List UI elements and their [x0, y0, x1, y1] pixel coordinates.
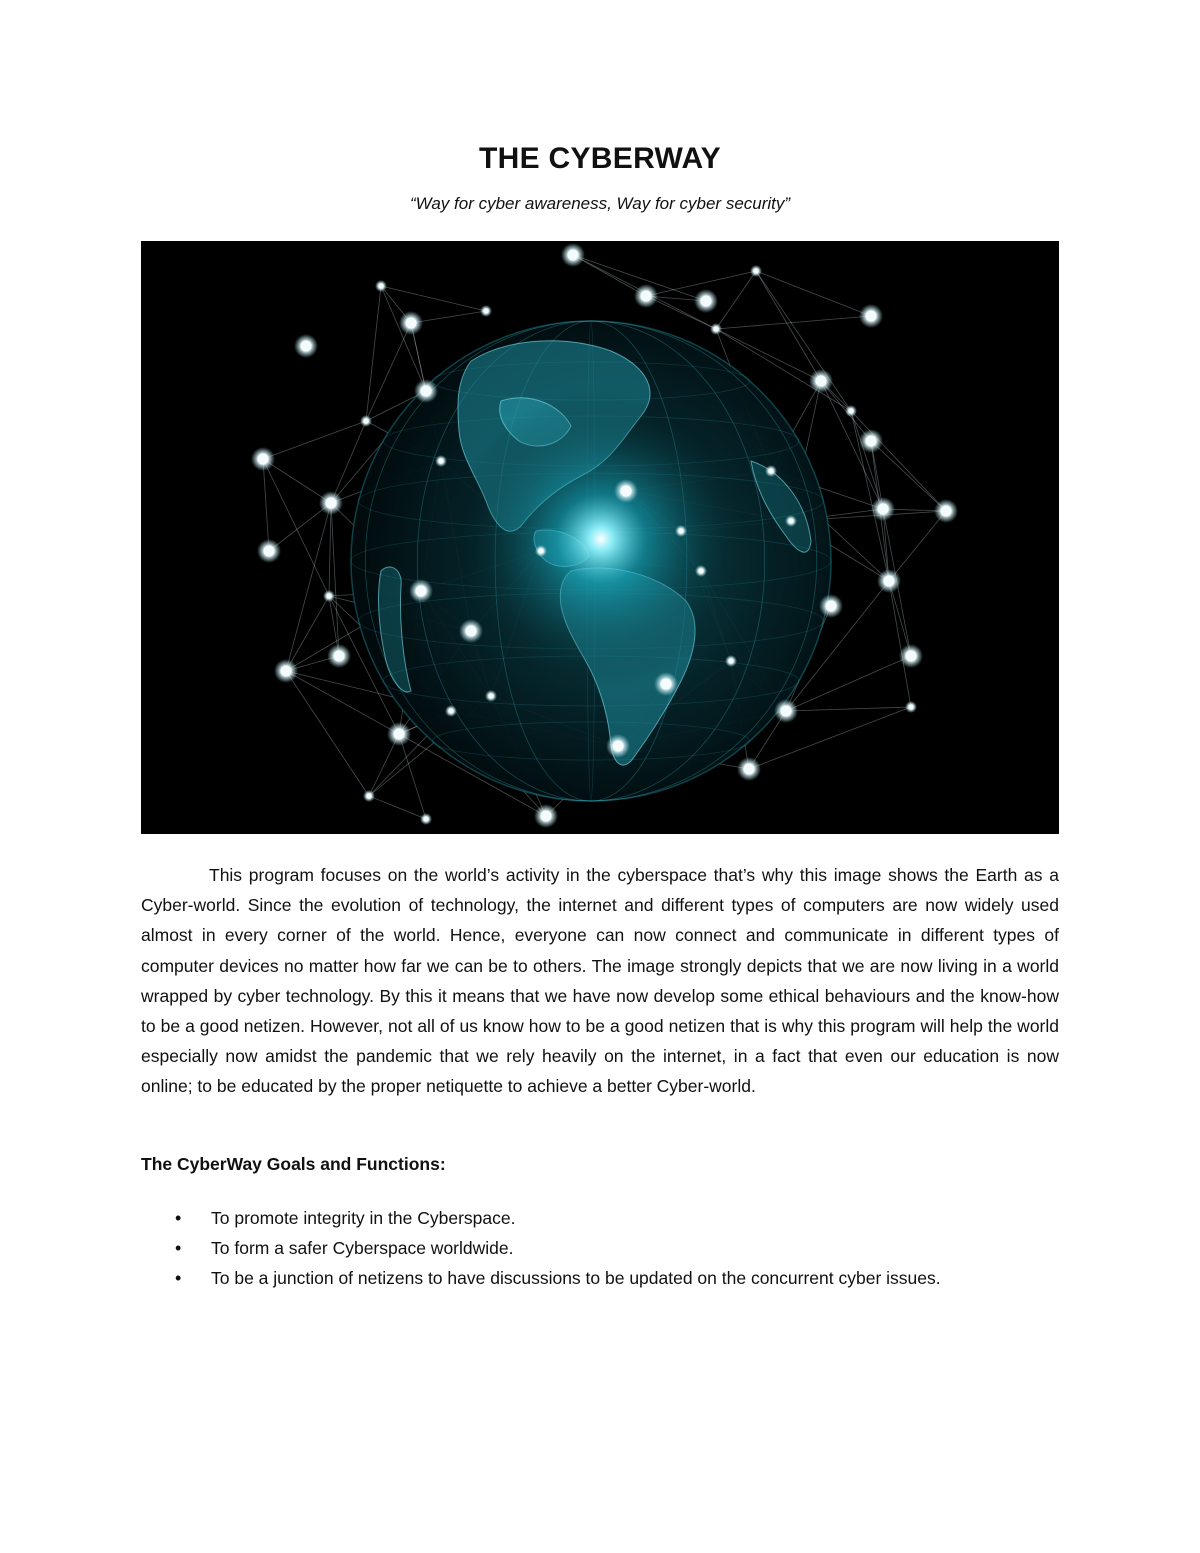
list-item	[141, 1203, 1059, 1233]
network-node	[416, 586, 427, 597]
goal-text: To be a junction of netizens to have discussions to be updated on the concurrent cyber issues.	[211, 1268, 941, 1288]
body-paragraph: This program focuses on the world’s activity in the cyberspace that’s why this image shows the Earth as a Cyber-world. Since the evolution of technology, the internet and different types of computers are now widely used almost in every corner of the world. Hence, everyone can now connect and communicate in different types of computer devices no matter how far we can be to others. The image strongly depicts that we are now living in a world wrapped by cyber technology. By this it means that we have now develop some ethical behaviours and the know-how to be a good netizen. However, not all of us know how to be a good netizen that is why this program will help the world especially now amidst the pandemic that we rely heavily on the internet, in a fact that even our education is now online; to be educated by the proper netiquette to achieve a better Cyber-world.	[141, 865, 1059, 1097]
goal-text: To promote integrity in the Cyberspace.	[211, 1208, 516, 1228]
network-node	[866, 311, 877, 322]
page-title: THE CYBERWAY	[479, 142, 721, 175]
network-node	[621, 486, 632, 497]
network-node	[301, 341, 312, 352]
network-node	[909, 705, 914, 710]
network-node	[326, 498, 337, 509]
network-node	[714, 327, 719, 332]
network-node	[424, 817, 429, 822]
goals-heading: The CyberWay Goals and Functions:	[141, 1154, 446, 1174]
cyber-globe-image	[141, 241, 1059, 834]
network-node	[541, 811, 552, 822]
goal-text: To form a safer Cyberspace worldwide.	[211, 1238, 514, 1258]
network-node	[661, 679, 672, 690]
network-node	[258, 454, 269, 465]
network-node	[769, 469, 774, 474]
network-node	[484, 309, 489, 314]
network-node	[699, 569, 704, 574]
network-node	[439, 459, 444, 464]
bullet-icon: •	[175, 1238, 182, 1258]
page-subtitle: “Way for cyber awareness, Way for cyber security”	[409, 194, 791, 213]
network-node	[826, 601, 837, 612]
network-node	[754, 269, 759, 274]
network-node	[701, 296, 712, 307]
network-node	[281, 666, 292, 677]
bullet-icon: •	[175, 1208, 182, 1228]
network-node	[941, 506, 952, 517]
network-node	[789, 519, 794, 524]
network-node	[849, 409, 854, 414]
network-node	[334, 651, 345, 662]
network-node	[421, 386, 432, 397]
network-node	[729, 659, 734, 664]
globe-network-illustration	[141, 241, 1059, 834]
center-light-flare	[451, 389, 751, 689]
network-node	[264, 546, 275, 557]
network-node	[449, 709, 454, 714]
network-node	[866, 436, 877, 447]
list-item	[141, 1263, 1059, 1293]
network-node	[406, 318, 417, 329]
list-item	[141, 1233, 1059, 1263]
network-node	[884, 576, 895, 587]
goals-list	[141, 1203, 1059, 1293]
network-node	[367, 794, 372, 799]
network-node	[539, 549, 544, 554]
network-node	[641, 291, 652, 302]
network-node	[878, 504, 889, 515]
network-node	[379, 284, 384, 289]
bullet-icon: •	[175, 1268, 182, 1288]
network-node	[816, 376, 827, 387]
network-node	[489, 694, 494, 699]
network-node	[568, 250, 579, 261]
network-node	[613, 741, 624, 752]
network-node	[466, 626, 477, 637]
network-node	[906, 651, 917, 662]
network-node	[781, 706, 792, 717]
network-node	[744, 764, 755, 775]
network-node	[327, 594, 332, 599]
network-node	[364, 419, 369, 424]
network-node	[394, 729, 405, 740]
network-node	[679, 529, 684, 534]
